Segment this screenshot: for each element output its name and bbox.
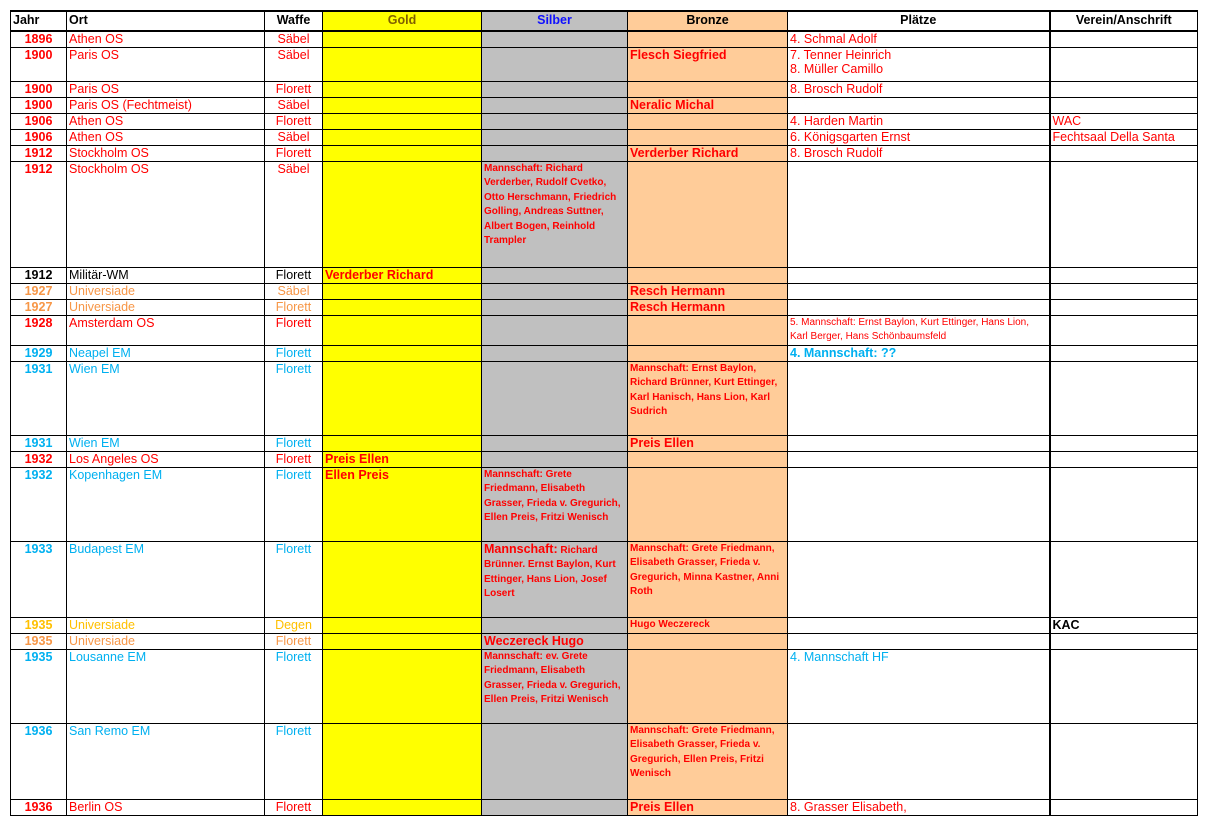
cell-gold (323, 723, 482, 799)
silber-prefix: Mannschaft: (484, 541, 558, 556)
table-row (11, 799, 1198, 815)
cell-gold (323, 649, 482, 723)
cell-jahr: 1927 (11, 283, 67, 299)
cell-silber: Weczereck Hugo (482, 633, 628, 649)
cell-jahr: 1912 (11, 145, 67, 161)
cell-gold (323, 435, 482, 451)
cell-bronze (628, 81, 788, 97)
cell-gold: Ellen Preis (323, 467, 482, 541)
cell-gold (323, 81, 482, 97)
cell-bronze: Verderber Richard (628, 145, 788, 161)
cell-plaetze (788, 451, 1050, 467)
cell-verein (1050, 47, 1198, 81)
cell-ort: Universiade (67, 283, 265, 299)
cell-plaetze (788, 633, 1050, 649)
cell-silber (482, 267, 628, 283)
cell-gold: Preis Ellen (323, 451, 482, 467)
cell-waffe: Säbel (265, 161, 323, 267)
cell-gold (323, 283, 482, 299)
cell-waffe: Säbel (265, 31, 323, 47)
cell-silber (482, 451, 628, 467)
cell-silber (482, 541, 628, 617)
cell-bronze (628, 113, 788, 129)
cell-verein (1050, 315, 1198, 345)
cell-jahr: 1906 (11, 129, 67, 145)
cell-silber (482, 799, 628, 815)
cell-verein (1050, 299, 1198, 315)
cell-waffe: Florett (265, 299, 323, 315)
cell-verein (1050, 435, 1198, 451)
cell-ort: Paris OS (Fechtmeist) (67, 97, 265, 113)
cell-silber: Mannschaft: ev. Grete Friedmann, Elisabeth Grasser, Frieda v. Gregurich, Ellen Preis, Fritzi Wenisch (482, 649, 628, 723)
cell-ort: Paris OS (67, 81, 265, 97)
cell-verein (1050, 161, 1198, 267)
cell-waffe: Florett (265, 799, 323, 815)
cell-silber (482, 299, 628, 315)
cell-ort: Neapel EM (67, 345, 265, 361)
cell-ort: Budapest EM (67, 541, 265, 617)
cell-plaetze: 6. Königsgarten Ernst (788, 129, 1050, 145)
cell-verein (1050, 799, 1198, 815)
cell-verein (1050, 345, 1198, 361)
cell-waffe: Florett (265, 361, 323, 435)
cell-waffe: Florett (265, 723, 323, 799)
cell-bronze (628, 345, 788, 361)
cell-silber (482, 345, 628, 361)
cell-plaetze: 5. Mannschaft: Ernst Baylon, Kurt Ettinger, Hans Lion, Karl Berger, Hans Schönbaumsfeld (788, 315, 1050, 345)
cell-waffe: Säbel (265, 283, 323, 299)
cell-silber (482, 617, 628, 633)
cell-silber (482, 145, 628, 161)
cell-plaetze: 8. Brosch Rudolf (788, 81, 1050, 97)
cell-jahr: 1929 (11, 345, 67, 361)
cell-plaetze (788, 283, 1050, 299)
cell-ort: Stockholm OS (67, 145, 265, 161)
cell-jahr: 1933 (11, 541, 67, 617)
cell-gold (323, 145, 482, 161)
cell-jahr: 1928 (11, 315, 67, 345)
cell-plaetze (788, 299, 1050, 315)
cell-plaetze: 7. Tenner Heinrich 8. Müller Camillo (788, 47, 1050, 81)
table-row (11, 361, 1198, 435)
cell-bronze: Hugo Weczereck (628, 617, 788, 633)
cell-verein (1050, 541, 1198, 617)
cell-plaetze: 4. Schmal Adolf (788, 31, 1050, 47)
cell-verein: KAC (1050, 617, 1198, 633)
cell-waffe: Florett (265, 145, 323, 161)
cell-verein (1050, 283, 1198, 299)
cell-ort: Wien EM (67, 361, 265, 435)
cell-gold (323, 799, 482, 815)
cell-verein: WAC (1050, 113, 1198, 129)
cell-jahr: 1900 (11, 97, 67, 113)
table-row (11, 267, 1198, 283)
cell-waffe: Säbel (265, 129, 323, 145)
table-row (11, 345, 1198, 361)
cell-ort: Athen OS (67, 113, 265, 129)
table-row (11, 161, 1198, 267)
cell-gold (323, 161, 482, 267)
cell-gold (323, 113, 482, 129)
cell-ort: Universiade (67, 633, 265, 649)
table-row (11, 31, 1198, 47)
cell-waffe: Degen (265, 617, 323, 633)
cell-bronze (628, 161, 788, 267)
cell-gold (323, 129, 482, 145)
table-row (11, 315, 1198, 345)
cell-ort: Berlin OS (67, 799, 265, 815)
cell-gold: Verderber Richard (323, 267, 482, 283)
cell-plaetze (788, 723, 1050, 799)
table-row (11, 723, 1198, 799)
cell-jahr: 1900 (11, 47, 67, 81)
cell-bronze: Flesch Siegfried (628, 47, 788, 81)
cell-waffe: Florett (265, 467, 323, 541)
header-gold: Gold (323, 11, 482, 31)
table-row (11, 97, 1198, 113)
cell-silber (482, 315, 628, 345)
header-plaetze: Plätze (788, 11, 1050, 31)
cell-jahr: 1931 (11, 435, 67, 451)
cell-plaetze: 4. Harden Martin (788, 113, 1050, 129)
cell-gold (323, 541, 482, 617)
cell-ort: Los Angeles OS (67, 451, 265, 467)
cell-ort: Athen OS (67, 129, 265, 145)
cell-bronze (628, 31, 788, 47)
cell-gold (323, 299, 482, 315)
table-row (11, 145, 1198, 161)
cell-bronze (628, 129, 788, 145)
cell-waffe: Florett (265, 633, 323, 649)
cell-ort: Stockholm OS (67, 161, 265, 267)
table-row (11, 81, 1198, 97)
cell-waffe: Florett (265, 541, 323, 617)
cell-silber (482, 81, 628, 97)
table-row (11, 467, 1198, 541)
cell-silber (482, 129, 628, 145)
cell-jahr: 1932 (11, 467, 67, 541)
cell-gold (323, 345, 482, 361)
cell-waffe: Säbel (265, 97, 323, 113)
cell-bronze (628, 315, 788, 345)
cell-plaetze (788, 161, 1050, 267)
cell-ort: Lousanne EM (67, 649, 265, 723)
cell-silber (482, 113, 628, 129)
table-row (11, 451, 1198, 467)
header-ort: Ort (67, 11, 265, 31)
cell-silber (482, 31, 628, 47)
cell-ort: Universiade (67, 617, 265, 633)
cell-silber: Mannschaft: Richard Verderber, Rudolf Cvetko, Otto Herschmann, Friedrich Golling, Andreas Suttner, Albert Bogen, Reinhold Trampler (482, 161, 628, 267)
cell-plaetze (788, 361, 1050, 435)
cell-verein (1050, 31, 1198, 47)
table-row (11, 541, 1198, 617)
table-row (11, 129, 1198, 145)
cell-verein (1050, 145, 1198, 161)
cell-waffe: Florett (265, 113, 323, 129)
cell-waffe: Florett (265, 315, 323, 345)
cell-plaetze (788, 617, 1050, 633)
cell-waffe: Florett (265, 267, 323, 283)
cell-bronze: Mannschaft: Ernst Baylon, Richard Brünner, Kurt Ettinger, Karl Hanisch, Hans Lion, Karl Sudrich (628, 361, 788, 435)
cell-ort: Paris OS (67, 47, 265, 81)
cell-verein (1050, 451, 1198, 467)
cell-ort: Athen OS (67, 31, 265, 47)
cell-bronze (628, 633, 788, 649)
header-bronze: Bronze (628, 11, 788, 31)
cell-verein (1050, 97, 1198, 113)
table-row (11, 435, 1198, 451)
cell-plaetze (788, 267, 1050, 283)
cell-silber (482, 283, 628, 299)
cell-silber (482, 723, 628, 799)
cell-gold (323, 361, 482, 435)
cell-plaetze (788, 467, 1050, 541)
cell-verein (1050, 649, 1198, 723)
cell-waffe: Florett (265, 81, 323, 97)
header-silber: Silber (482, 11, 628, 31)
cell-jahr: 1906 (11, 113, 67, 129)
cell-silber (482, 435, 628, 451)
table-row (11, 649, 1198, 723)
header-waffe: Waffe (265, 11, 323, 31)
cell-bronze: Preis Ellen (628, 435, 788, 451)
cell-bronze: Resch Hermann (628, 299, 788, 315)
cell-verein (1050, 267, 1198, 283)
cell-jahr: 1912 (11, 267, 67, 283)
table-row (11, 617, 1198, 633)
cell-plaetze (788, 435, 1050, 451)
cell-gold (323, 315, 482, 345)
cell-waffe: Florett (265, 435, 323, 451)
cell-plaetze: 4. Mannschaft: ?? (788, 345, 1050, 361)
cell-verein (1050, 81, 1198, 97)
cell-bronze (628, 451, 788, 467)
cell-verein: Fechtsaal Della Santa (1050, 129, 1198, 145)
cell-bronze: Preis Ellen (628, 799, 788, 815)
cell-jahr: 1931 (11, 361, 67, 435)
cell-jahr: 1912 (11, 161, 67, 267)
cell-verein (1050, 723, 1198, 799)
cell-bronze: Mannschaft: Grete Friedmann, Elisabeth Grasser, Frieda v. Gregurich, Minna Kastner, Anni Roth (628, 541, 788, 617)
cell-silber (482, 47, 628, 81)
cell-plaetze (788, 541, 1050, 617)
cell-ort: Amsterdam OS (67, 315, 265, 345)
cell-jahr: 1896 (11, 31, 67, 47)
cell-ort: Militär-WM (67, 267, 265, 283)
cell-gold (323, 97, 482, 113)
cell-gold (323, 633, 482, 649)
cell-waffe: Florett (265, 649, 323, 723)
cell-jahr: 1935 (11, 617, 67, 633)
cell-ort: Kopenhagen EM (67, 467, 265, 541)
cell-ort: Wien EM (67, 435, 265, 451)
cell-gold (323, 31, 482, 47)
cell-gold (323, 47, 482, 81)
table-row (11, 113, 1198, 129)
cell-silber: Mannschaft: Grete Friedmann, Elisabeth Grasser, Frieda v. Gregurich, Ellen Preis, Fritzi Wenisch (482, 467, 628, 541)
header-row (11, 11, 1198, 31)
cell-plaetze: 8. Brosch Rudolf (788, 145, 1050, 161)
cell-waffe: Säbel (265, 47, 323, 81)
medal-table (10, 10, 1198, 816)
cell-silber (482, 97, 628, 113)
cell-jahr: 1935 (11, 633, 67, 649)
silber-text: Richard Brünner. Ernst Baylon, Kurt Ettinger, Hans Lion, Josef Losert (484, 544, 616, 599)
table-row (11, 633, 1198, 649)
cell-verein (1050, 633, 1198, 649)
table-row (11, 299, 1198, 315)
cell-bronze (628, 649, 788, 723)
table-row (11, 47, 1198, 81)
cell-bronze: Neralic Michal (628, 97, 788, 113)
cell-jahr: 1927 (11, 299, 67, 315)
cell-plaetze: 8. Grasser Elisabeth, (788, 799, 1050, 815)
cell-silber (482, 361, 628, 435)
cell-jahr: 1932 (11, 451, 67, 467)
table-row (11, 283, 1198, 299)
cell-verein (1050, 467, 1198, 541)
cell-bronze: Mannschaft: Grete Friedmann, Elisabeth Grasser, Frieda v. Gregurich, Ellen Preis, Fritzi Wenisch (628, 723, 788, 799)
cell-gold (323, 617, 482, 633)
cell-ort: San Remo EM (67, 723, 265, 799)
cell-jahr: 1936 (11, 799, 67, 815)
cell-bronze: Resch Hermann (628, 283, 788, 299)
cell-ort: Universiade (67, 299, 265, 315)
cell-plaetze (788, 97, 1050, 113)
cell-plaetze: 4. Mannschaft HF (788, 649, 1050, 723)
cell-bronze (628, 267, 788, 283)
cell-verein (1050, 361, 1198, 435)
cell-jahr: 1935 (11, 649, 67, 723)
cell-jahr: 1936 (11, 723, 67, 799)
cell-jahr: 1900 (11, 81, 67, 97)
cell-bronze (628, 467, 788, 541)
header-jahr: Jahr (11, 11, 67, 31)
cell-waffe: Florett (265, 451, 323, 467)
cell-waffe: Florett (265, 345, 323, 361)
header-verein: Verein/Anschrift (1050, 11, 1198, 31)
